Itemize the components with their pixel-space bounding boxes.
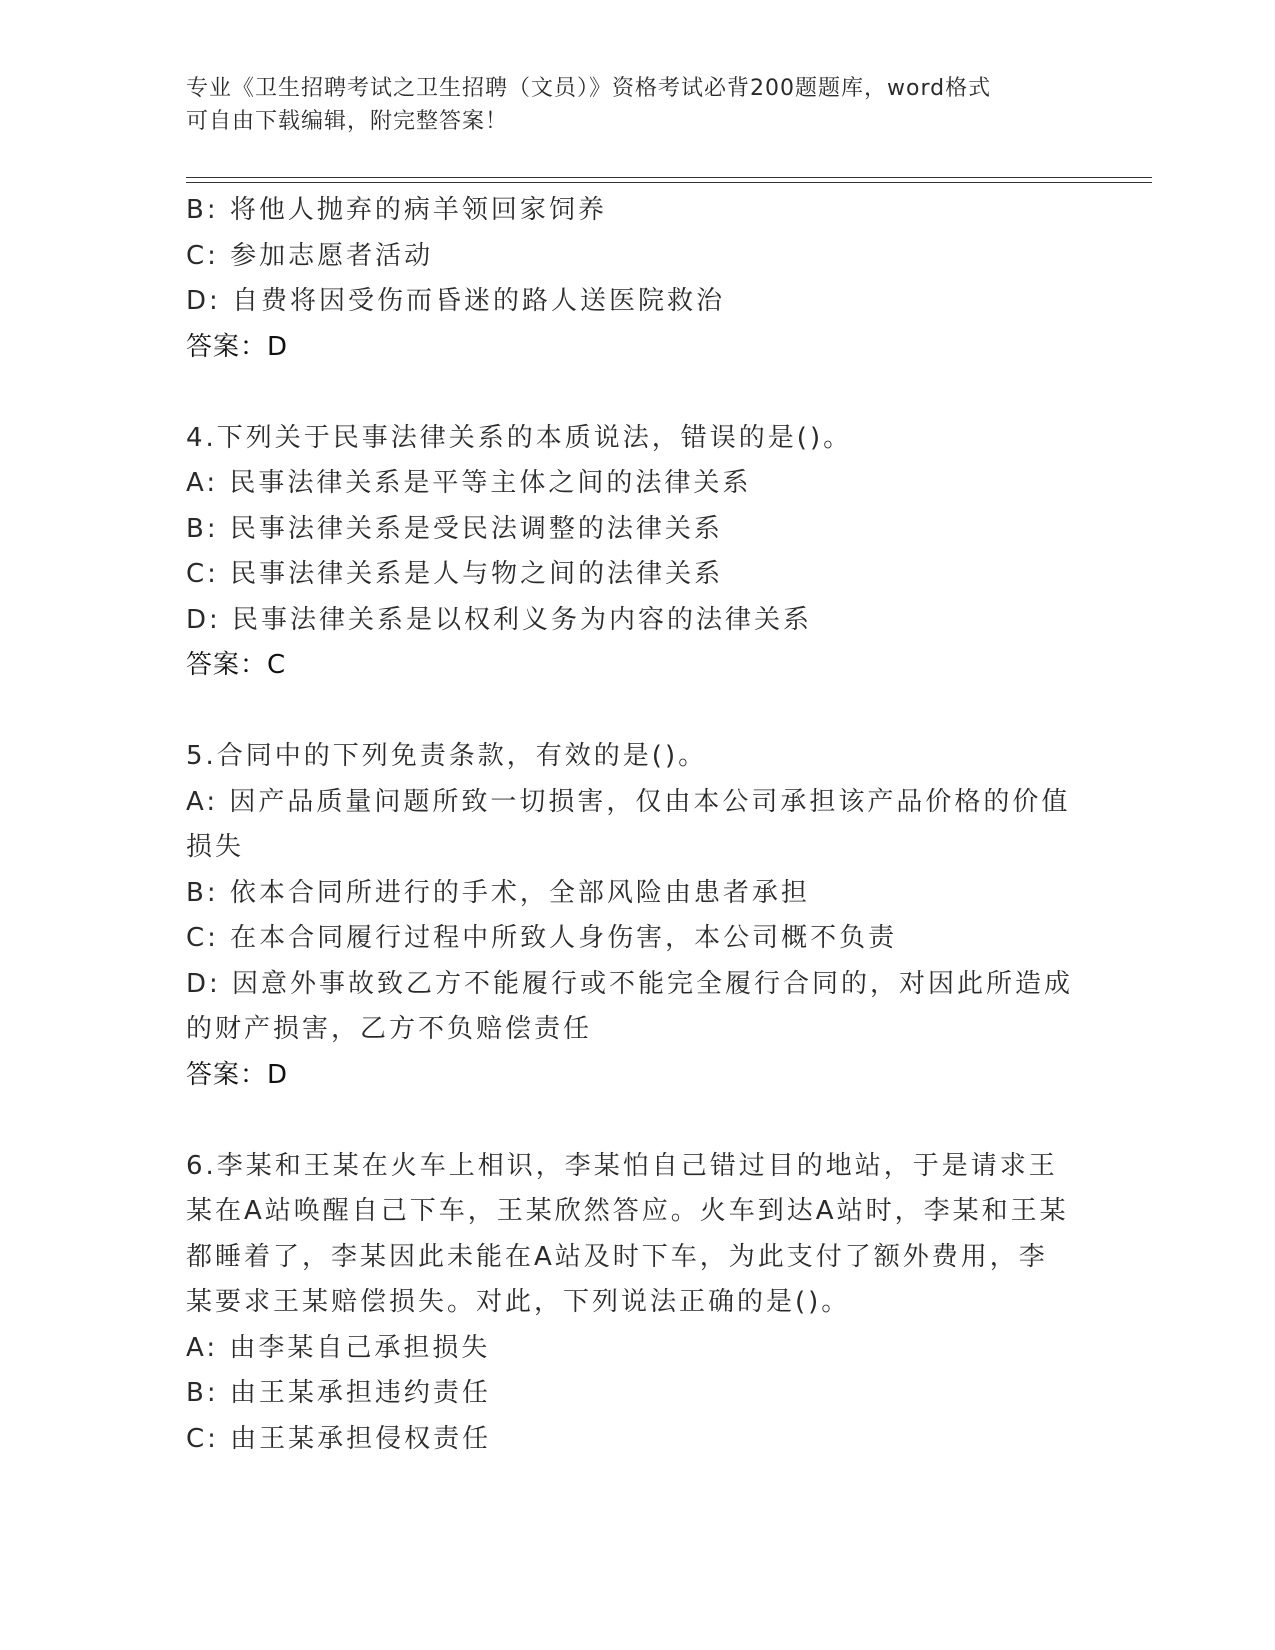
header-title-line-1: 专业《卫生招聘考试之卫生招聘（文员）》资格考试必背200题题库，word格式 [186, 76, 992, 101]
option-b: B: 依本合同所进行的手术，全部风险由患者承担 [186, 877, 810, 908]
option-d: D: 民事法律关系是以权利义务为内容的法律关系 [186, 604, 813, 635]
question-4 [186, 416, 1076, 689]
header-divider-top [186, 177, 1152, 178]
option-b: B: 将他人抛弃的病羊领回家饲养 [186, 195, 607, 225]
question-3-continued [186, 188, 1076, 370]
option-b: B: 民事法律关系是受民法调整的法律关系 [186, 513, 723, 544]
document-header [186, 72, 1066, 138]
option-d: D: 因意外事故致乙方不能履行或不能完全履行合同的，对因此所造成的财产损害，乙方不负赔偿责任 [186, 968, 1074, 1044]
option-c: C: 由王某承担侵权责任 [186, 1423, 492, 1454]
question-stem: 5.合同中的下列免责条款，有效的是()。 [186, 741, 708, 771]
option-a: A: 民事法律关系是平等主体之间的法律关系 [186, 468, 752, 498]
spacer [186, 1098, 1076, 1144]
option-d: D: 自费将因受伤而昏迷的路人送医院救治 [186, 286, 726, 316]
header-divider-bottom [186, 182, 1152, 183]
header-title-line-2: 可自由下载编辑，附完整答案！ [186, 109, 509, 134]
option-c: C: 参加志愿者活动 [186, 240, 434, 271]
option-a: A: 由李某自己承担损失 [186, 1332, 491, 1363]
question-stem: 6.李某和王某在火车上相识，李某怕自己错过目的地站，于是请求王某在A站唤醒自己下车，王某欣然答应。火车到达A站时，李某和王某都睡着了，李某因此未能在A站及时下车，为此支付了额外费用，李某要求王某赔偿损失。对此，下列说法正确的是()。 [186, 1150, 1069, 1317]
option-a: A: 因产品质量问题所致一切损害，仅由本公司承担该产品价格的价值损失 [186, 786, 1071, 862]
option-c: C: 民事法律关系是人与物之间的法律关系 [186, 559, 724, 589]
option-c: C: 在本合同履行过程中所致人身伤害，本公司概不负责 [186, 923, 898, 953]
option-b: B: 由王某承担违约责任 [186, 1378, 491, 1408]
question-5 [186, 734, 1076, 1098]
spacer [186, 370, 1076, 416]
answer: 答案：D [186, 331, 289, 362]
question-list [186, 188, 1076, 1462]
question-stem: 4.下列关于民事法律关系的本质说法，错误的是()。 [186, 422, 853, 453]
spacer [186, 689, 1076, 735]
answer: 答案：C [186, 650, 287, 680]
question-6 [186, 1144, 1076, 1463]
answer: 答案：D [186, 1059, 289, 1090]
